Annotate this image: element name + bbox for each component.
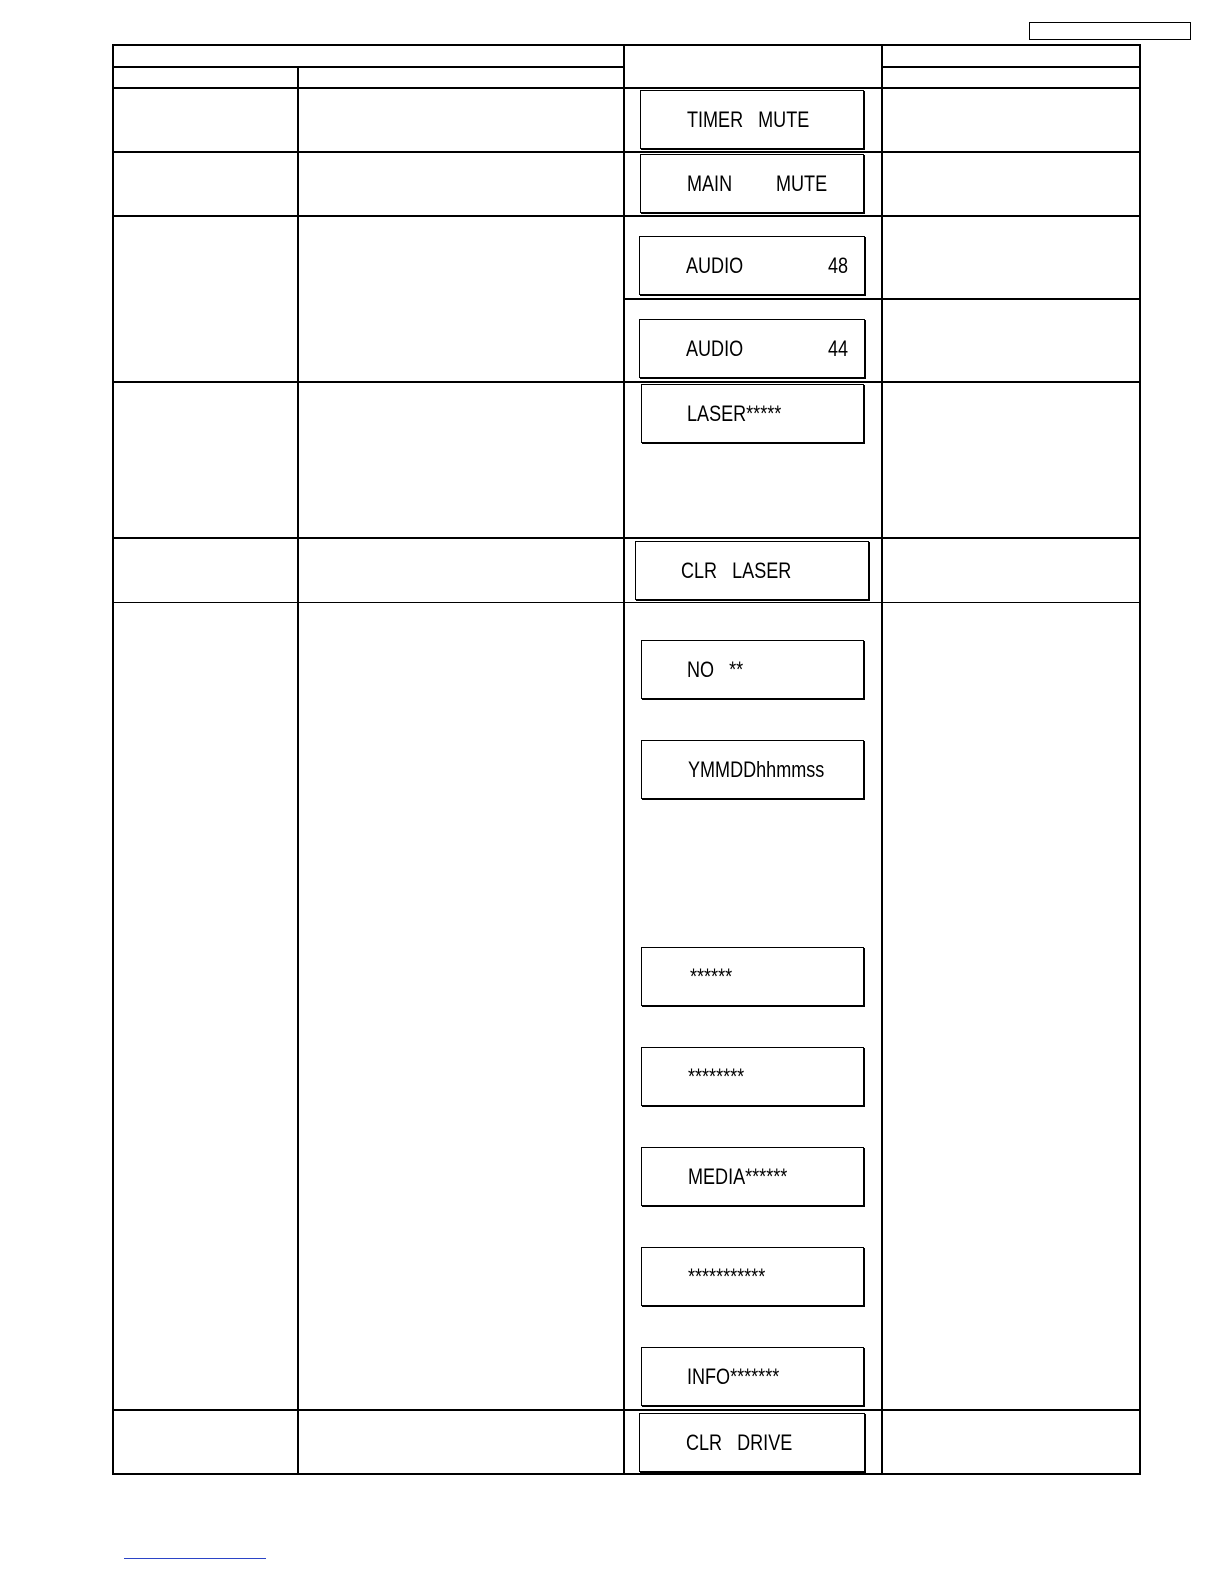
display-no (641, 640, 864, 699)
display-text: YMMDDhhmmss (688, 756, 825, 782)
display-text: AUDIO (686, 335, 744, 361)
display-text: ****** (690, 963, 733, 989)
display-text: MEDIA****** (688, 1163, 788, 1189)
display-text: CLR LASER (681, 557, 792, 583)
display-ymmdd (641, 740, 864, 799)
display-text: INFO******* (687, 1363, 780, 1389)
display-clr-laser (635, 541, 869, 600)
display-text: *********** (688, 1263, 766, 1289)
display-timer-mute (640, 90, 864, 149)
display-text: NO ** (687, 656, 744, 682)
display-text: 44 (828, 335, 849, 361)
display-audio-44 (639, 319, 865, 378)
footer-link-underline[interactable] (124, 1558, 266, 1559)
display-media (641, 1147, 864, 1206)
display-info (641, 1347, 864, 1406)
display-text: CLR DRIVE (686, 1429, 793, 1455)
display-text: TIMER MUTE (687, 106, 810, 132)
display-clr-drive (639, 1413, 865, 1472)
display-text: 48 (828, 252, 849, 278)
display-stars-11 (641, 1247, 864, 1306)
display-stars-8 (641, 1047, 864, 1106)
display-stars-6 (641, 947, 864, 1006)
page-code-box (1029, 22, 1191, 40)
display-laser (641, 384, 864, 443)
display-main-mute (640, 154, 864, 213)
display-text: MUTE (776, 170, 828, 196)
display-text: AUDIO (686, 252, 744, 278)
display-text: ******** (688, 1063, 745, 1089)
display-text: MAIN (687, 170, 733, 196)
display-text: LASER***** (687, 400, 782, 426)
display-audio-48 (639, 236, 865, 295)
